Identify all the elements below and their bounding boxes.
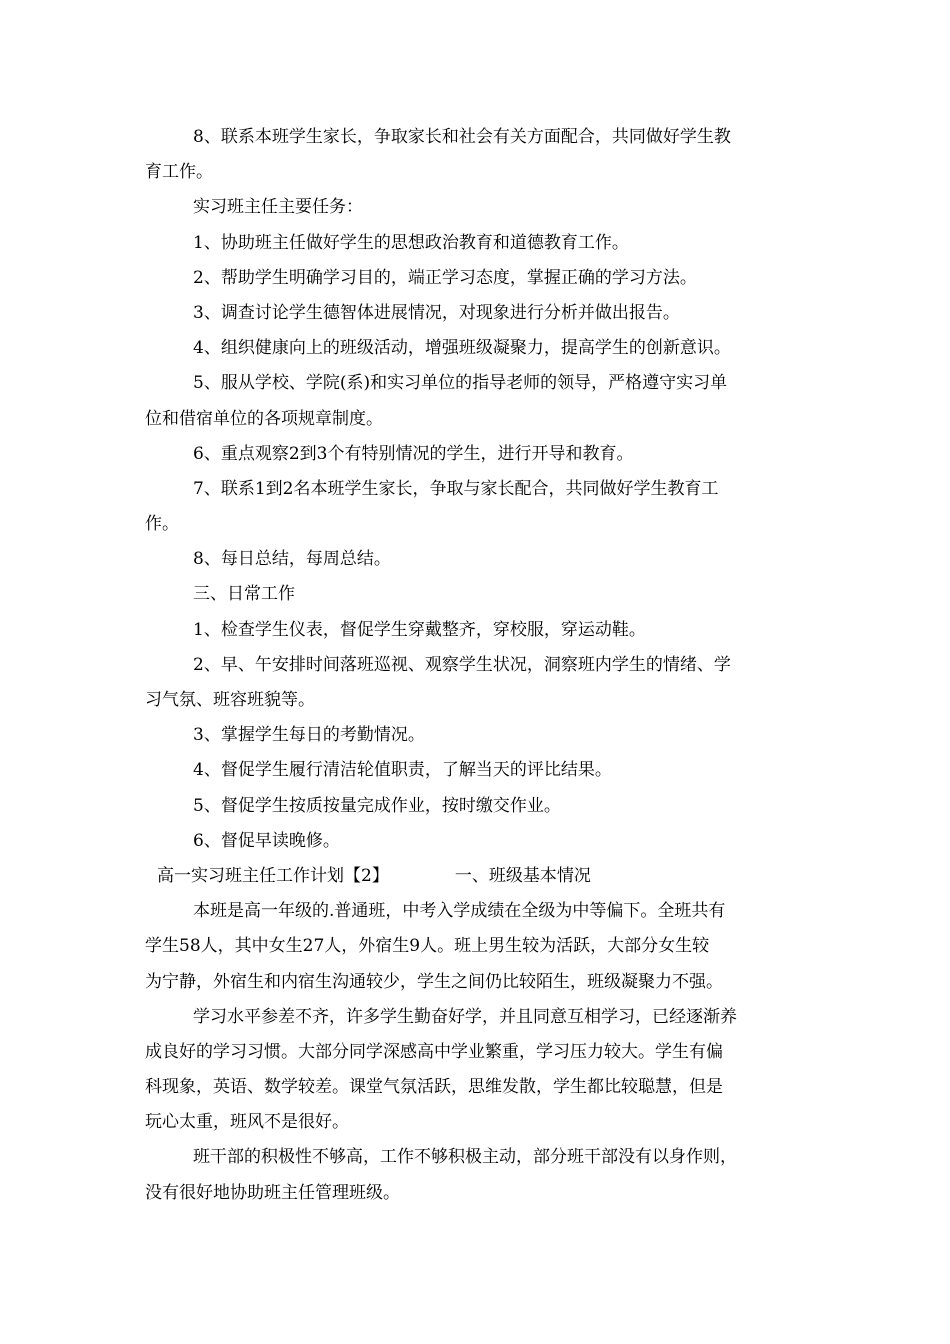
list-item: 7、联系1到2名本班学生家长，争取与家长配合，共同做好学生教育工: [193, 478, 719, 499]
section-heading: 三、日常工作: [193, 584, 295, 605]
list-item: 2、帮助学生明确学习目的，端正学习态度，掌握正确的学习方法。: [193, 267, 697, 288]
list-item: 2、早、午安排时间落班巡视、观察学生状况，洞察班内学生的情绪、学: [193, 654, 731, 675]
paragraph-line: 学生58人，其中女生27人，外宿生9人。班上男生较为活跃，大部分女生较: [145, 936, 710, 957]
paragraph-line: 学习水平参差不齐，许多学生勤奋好学，并且同意互相学习，已经逐渐养: [193, 1006, 737, 1027]
list-item-continuation: 作。: [145, 514, 179, 535]
list-item: 6、重点观察2到3个有特别情况的学生，进行开导和教育。: [193, 443, 634, 464]
paragraph-line: 为宁静，外宿生和内宿生沟通较少，学生之间仍比较陌生，班级凝聚力不强。: [145, 971, 723, 992]
list-item: 4、督促学生履行清洁轮值职责，了解当天的评比结果。: [193, 760, 612, 781]
list-item: 6、督促早读晚修。: [193, 830, 340, 851]
list-item: 3、掌握学生每日的考勤情况。: [193, 725, 425, 746]
article-title-row: [145, 859, 805, 894]
list-item: 4、组织健康向上的班级活动，增强班级凝聚力，提高学生的创新意识。: [193, 338, 731, 359]
paragraph-line: 8、联系本班学生家长，争取家长和社会有关方面配合，共同做好学生教: [193, 127, 731, 147]
list-item: 3、调查讨论学生德智体进展情况，对现象进行分析并做出报告。: [193, 302, 680, 323]
paragraph-line: 成良好的学习习惯。大部分同学深感高中学业繁重，学习压力较大。学生有偏: [145, 1041, 723, 1062]
paragraph-line: 本班是高一年级的.普通班，中考入学成绩在全级为中等偏下。全班共有: [193, 901, 726, 922]
list-item: 1、协助班主任做好学生的思想政治教育和道德教育工作。: [193, 232, 629, 253]
paragraph-line: 没有很好地协助班主任管理班级。: [145, 1182, 400, 1203]
paragraph-line: 玩心太重，班风不是很好。: [145, 1112, 349, 1133]
paragraph-line: 育工作。: [145, 162, 213, 183]
article-title: 高一实习班主任工作计划【2】: [157, 865, 389, 886]
list-item: 8、每日总结，每周总结。: [193, 549, 391, 570]
document-body: [145, 120, 805, 1211]
paragraph-line: 科现象，英语、数学较差。课堂气氛活跃，思维发散，学生都比较聪慧，但是: [145, 1077, 723, 1098]
paragraph-line: 班干部的积极性不够高，工作不够积极主动，部分班干部没有以身作则，: [193, 1147, 737, 1168]
list-item: 1、检查学生仪表，督促学生穿戴整齐，穿校服，穿运动鞋。: [193, 619, 646, 640]
list-item-continuation: 位和借宿单位的各项规章制度。: [145, 408, 383, 429]
list-item: 5、督促学生按质按量完成作业，按时缴交作业。: [193, 795, 561, 816]
list-item: 5、服从学校、学院(系)和实习单位的指导老师的领导，严格遵守实习单: [193, 373, 728, 394]
list-item-continuation: 习气氛、班容班貌等。: [145, 690, 315, 710]
section-label: 实习班主任主要任务：: [193, 197, 363, 218]
section-heading: 一、班级基本情况: [454, 865, 591, 886]
